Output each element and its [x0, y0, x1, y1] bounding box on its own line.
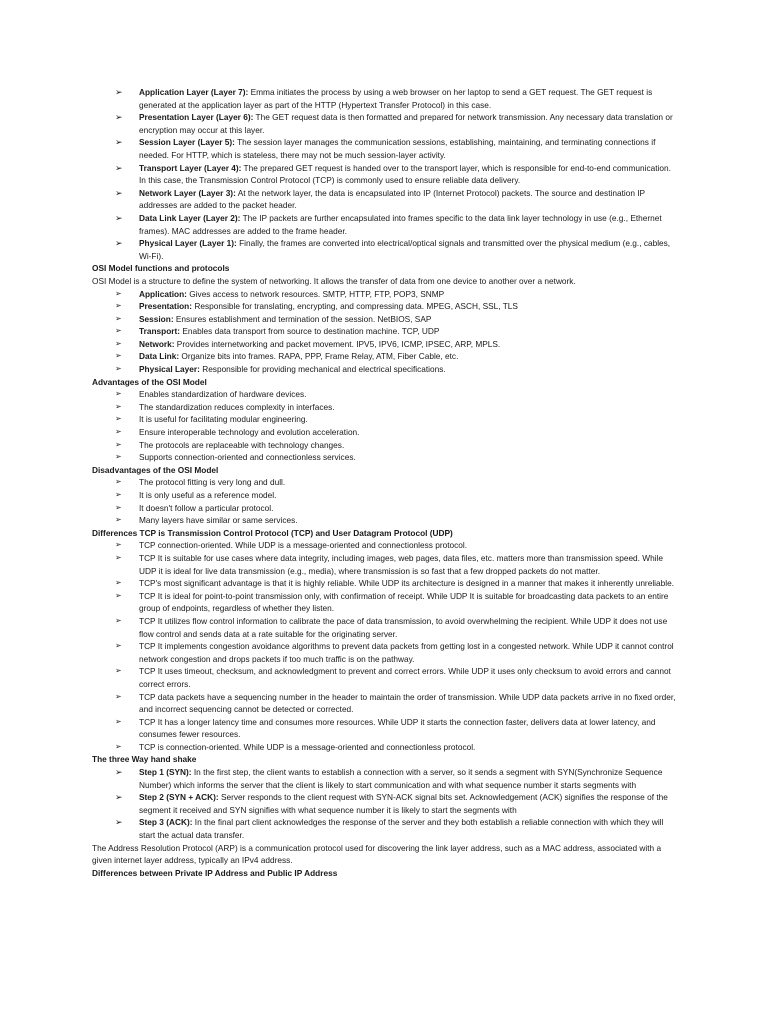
- list-item: [92, 766, 676, 791]
- layer-term: Physical Layer (Layer 1):: [139, 238, 237, 249]
- list-item: [92, 716, 676, 741]
- advantage-text: The standardization reduces complexity in interfaces.: [139, 401, 335, 412]
- function-term: Application:: [139, 288, 187, 299]
- section-heading-advantages: Advantages of the OSI Model: [92, 376, 207, 387]
- list-item: [92, 313, 676, 326]
- difference-text: TCP It is suitable for use cases where data integrity, including images, web pages, data files, etc. matters more than transmission speed. While UDP it is ideal for live data transmission (e.g., media), where transmission is so fast that a few dropped packets do not matter.: [139, 552, 664, 576]
- handshake-list: [92, 766, 676, 842]
- function-term: Presentation:: [139, 301, 193, 312]
- layer-text: The session layer manages the communication sessions, establishing, maintaining, and terminating connections if needed. For HTTP, which is stateless, there may not be much session-layer activity.: [139, 137, 656, 160]
- layer-text: Finally, the frames are converted into electrical/optical signals and transmitted over the physical medium (e.g., cables, Wi-Fi).: [139, 238, 671, 261]
- list-item: [92, 136, 676, 161]
- list-item: [92, 237, 676, 262]
- arrow-bullet-icon: ➢: [115, 338, 122, 348]
- section-heading-handshake: The three Way hand shake: [92, 754, 197, 765]
- list-item: [92, 111, 676, 136]
- layer-text: The GET request data is then formatted and prepared for network transmission. Any necessary data translation or encryption may occur at this layer.: [139, 112, 673, 135]
- list-item: [92, 590, 676, 615]
- arrow-bullet-icon: ➢: [115, 439, 122, 449]
- list-item: [92, 363, 676, 376]
- arrow-bullet-icon: ➢: [115, 490, 122, 499]
- functions-list: [92, 288, 676, 376]
- layer-term: Transport Layer (Layer 4):: [139, 162, 242, 173]
- section-heading-disadvantages: Disadvantages of the OSI Model: [92, 464, 219, 475]
- arrow-bullet-icon: ➢: [115, 313, 122, 323]
- function-term: Data Link:: [139, 351, 180, 362]
- disadvantage-text: The protocol fitting is very long and dull.: [139, 477, 286, 488]
- arrow-bullet-icon: ➢: [115, 112, 123, 123]
- section-heading-functions: OSI Model functions and protocols: [92, 263, 230, 274]
- arrow-bullet-icon: ➢: [115, 414, 122, 424]
- arrow-bullet-icon: ➢: [115, 401, 122, 411]
- list-item: [92, 451, 676, 464]
- arrow-bullet-icon: ➢: [115, 288, 122, 298]
- arrow-bullet-icon: ➢: [115, 502, 122, 512]
- list-item: [92, 212, 676, 237]
- function-term: Network:: [139, 338, 175, 349]
- step-term: Step 1 (SYN):: [139, 767, 192, 778]
- difference-text: TCP It has a longer latency time and consumes more resources. While UDP it starts the connection faster, delivers data at lower latency, and consumes fewer resources.: [139, 716, 656, 740]
- arrow-bullet-icon: ➢: [115, 767, 123, 778]
- layer-term: Network Layer (Layer 3):: [139, 187, 236, 198]
- arrow-bullet-icon: ➢: [115, 137, 123, 148]
- list-item: [92, 426, 676, 439]
- list-item: [92, 325, 676, 338]
- difference-text: TCP It utilizes flow control information to calibrate the pace of data transmission, to avoid overwhelming the recipient. While UDP it does not use flow control and sends data at a rate suitable for the originating server.: [139, 615, 668, 639]
- disadvantages-list: [92, 476, 676, 526]
- list-item: [92, 86, 676, 111]
- difference-text: TCP It is ideal for point-to-point transmission only, with confirmation of receipt. While UDP It is suitable for broadcasting data packets to an entire group of endpoints, regardless of whether they listen.: [139, 590, 669, 614]
- arrow-bullet-icon: ➢: [115, 716, 122, 726]
- list-item: [92, 187, 676, 212]
- arrow-bullet-icon: ➢: [115, 590, 122, 600]
- function-text: Provides internetworking and packet movement. IPV5, IPV6, ICMP, IPSEC, ARP, MPLS.: [174, 338, 501, 349]
- list-item: [92, 552, 676, 577]
- arrow-bullet-icon: ➢: [115, 351, 122, 361]
- arrow-bullet-icon: ➢: [115, 741, 122, 751]
- advantage-text: Enables standardization of hardware devices.: [139, 389, 307, 400]
- layer-text: The prepared GET request is handed over to the transport layer, which is responsible for end-to-end communication. In this case, the Transmission Control Protocol (TCP) is commonly used to ensure reliable data delivery.: [139, 162, 671, 186]
- list-item: [92, 338, 676, 351]
- advantage-text: Ensure interoperable technology and evolution acceleration.: [139, 427, 360, 438]
- function-term: Physical Layer:: [139, 364, 200, 375]
- arrow-bullet-icon: ➢: [115, 389, 122, 399]
- step-text: Server responds to the client request with SYN-ACK signal bits set. Acknowledgement (ACK) signifies the response of the segment it received and SYN signifies with what sequence number it is likely to start the segments with: [139, 792, 668, 815]
- arrow-bullet-icon: ➢: [115, 515, 122, 525]
- tcp-udp-list: [92, 539, 676, 753]
- layer-term: Data Link Layer (Layer 2):: [139, 212, 241, 223]
- arrow-bullet-icon: ➢: [115, 691, 122, 701]
- list-item: [92, 439, 676, 452]
- function-term: Transport:: [139, 326, 181, 337]
- layer-term: Application Layer (Layer 7):: [139, 87, 249, 97]
- disadvantage-text: It doesn't follow a particular protocol.: [139, 502, 274, 513]
- arrow-bullet-icon: ➢: [115, 641, 122, 651]
- arrow-bullet-icon: ➢: [115, 578, 122, 588]
- step-text: In the first step, the client wants to establish a connection with a server, so it sends a segment with SYN(Synchronize Sequence Number) which informs the server that the client is likely to start communication and with what sequence number it starts segments with: [139, 767, 663, 790]
- arrow-bullet-icon: ➢: [115, 477, 122, 487]
- list-item: [92, 413, 676, 426]
- list-item: [92, 539, 676, 552]
- arrow-bullet-icon: ➢: [115, 301, 122, 311]
- list-item: [92, 476, 676, 489]
- step-text: In the final part client acknowledges the response of the server and they both establish a reliable connection with which they will start the actual data transfer.: [139, 817, 664, 841]
- difference-text: TCP data packets have a sequencing number in the header to maintain the order of transmission. While UDP data packets arrive in no fixed order, and incorrect sequencing cannot be detected or corrected.: [139, 691, 676, 715]
- layer-term: Presentation Layer (Layer 6):: [139, 112, 254, 123]
- function-text: Organize bits into frames. RAPA, PPP, Frame Relay, ATM, Fiber Cable, etc.: [179, 351, 459, 362]
- section-heading-tcp-udp: Differences TCP is Transmission Control Protocol (TCP) and User Datagram Protocol (UDP): [92, 527, 453, 538]
- list-item: [92, 300, 676, 313]
- list-item: [92, 388, 676, 401]
- arrow-bullet-icon: ➢: [115, 452, 122, 462]
- arrow-bullet-icon: ➢: [115, 427, 122, 437]
- osi-layers-list: [92, 86, 676, 262]
- arrow-bullet-icon: ➢: [115, 666, 122, 676]
- arrow-bullet-icon: ➢: [115, 615, 122, 625]
- list-item: [92, 816, 676, 841]
- difference-text: TCP's most significant advantage is that it is highly reliable. While UDP its architecture is designed in a manner that makes it inherently unreliable.: [139, 578, 674, 589]
- list-item: [92, 489, 676, 502]
- list-item: [92, 162, 676, 187]
- list-item: [92, 502, 676, 515]
- difference-text: TCP It uses timeout, checksum, and acknowledgment to prevent and correct errors. While UDP it uses only checksum to avoid errors and cannot correct errors.: [139, 666, 671, 689]
- difference-text: TCP connection-oriented. While UDP is a message-oriented and connectionless protocol.: [139, 540, 468, 551]
- list-item: [92, 350, 676, 363]
- list-item: [92, 665, 676, 690]
- step-term: Step 3 (ACK):: [139, 817, 193, 828]
- advantage-text: Supports connection-oriented and connectionless services.: [139, 452, 356, 463]
- function-text: Responsible for translating, encrypting, and compressing data. MPEG, ASCH, SSL, TLS: [192, 301, 518, 312]
- layer-text: At the network layer, the data is encapsulated into IP (Internet Protocol) packets. The source and destination IP addresses are added to the packet header.: [139, 187, 645, 211]
- section-heading-ip: Differences between Private IP Address and Public IP Address: [92, 867, 338, 878]
- advantage-text: It is useful for facilitating modular engineering.: [139, 414, 308, 425]
- difference-text: TCP is connection-oriented. While UDP is a message-oriented and connectionless protocol.: [139, 741, 476, 752]
- advantages-list: [92, 388, 676, 464]
- arrow-bullet-icon: ➢: [115, 326, 122, 336]
- list-item: [92, 401, 676, 414]
- arrow-bullet-icon: ➢: [115, 817, 123, 828]
- step-term: Step 2 (SYN + ACK):: [139, 792, 219, 803]
- arrow-bullet-icon: ➢: [115, 364, 122, 374]
- function-text: Responsible for providing mechanical and electrical specifications.: [199, 364, 446, 375]
- function-text: Gives access to network resources. SMTP, HTTP, FTP, POP3, SNMP: [186, 288, 445, 299]
- arrow-bullet-icon: ➢: [115, 87, 123, 97]
- arrow-bullet-icon: ➢: [115, 212, 123, 223]
- layer-text: Emma initiates the process by using a web browser on her laptop to send a GET request. The GET request is generated at the application layer as part of the HTTP (Hypertext Transfer Protocol) in this case.: [139, 87, 653, 110]
- function-text: Ensures establishment and termination of the session. NetBIOS, SAP: [173, 313, 432, 324]
- layer-term: Session Layer (Layer 5):: [139, 137, 235, 148]
- advantage-text: The protocols are replaceable with technology changes.: [139, 439, 345, 450]
- layer-text: The IP packets are further encapsulated into frames specific to the data link layer technology in use (e.g., Ethernet frames). MAC addresses are added to the frame header.: [139, 212, 662, 236]
- list-item: [92, 791, 676, 816]
- list-item: [92, 577, 676, 590]
- functions-intro: OSI Model is a structure to define the system of networking. It allows the transfer of data from one device to another over a network.: [92, 275, 576, 286]
- disadvantage-text: It is only useful as a reference model.: [139, 490, 277, 500]
- list-item: [92, 615, 676, 640]
- list-item: [92, 691, 676, 716]
- arp-paragraph: The Address Resolution Protocol (ARP) is a communication protocol used for discovering the link layer address, such as a MAC address, associated with a given internet layer address, typically an IPv4 address.: [92, 842, 662, 866]
- function-text: Enables data transport from source to destination machine. TCP, UDP: [180, 326, 440, 337]
- arrow-bullet-icon: ➢: [115, 552, 122, 562]
- list-item: [92, 741, 676, 754]
- arrow-bullet-icon: ➢: [115, 162, 123, 173]
- function-term: Session:: [139, 313, 174, 324]
- list-item: [92, 288, 676, 301]
- arrow-bullet-icon: ➢: [115, 540, 122, 550]
- arrow-bullet-icon: ➢: [115, 238, 123, 249]
- disadvantage-text: Many layers have similar or same services.: [139, 515, 298, 526]
- difference-text: TCP It implements congestion avoidance algorithms to prevent data packets from getting lost in a congested network. While UDP it cannot control network congestion and drops packets if too much traffic is on the pathway.: [139, 641, 674, 664]
- arrow-bullet-icon: ➢: [115, 792, 123, 803]
- arrow-bullet-icon: ➢: [115, 187, 123, 198]
- list-item: [92, 514, 676, 527]
- list-item: [92, 640, 676, 665]
